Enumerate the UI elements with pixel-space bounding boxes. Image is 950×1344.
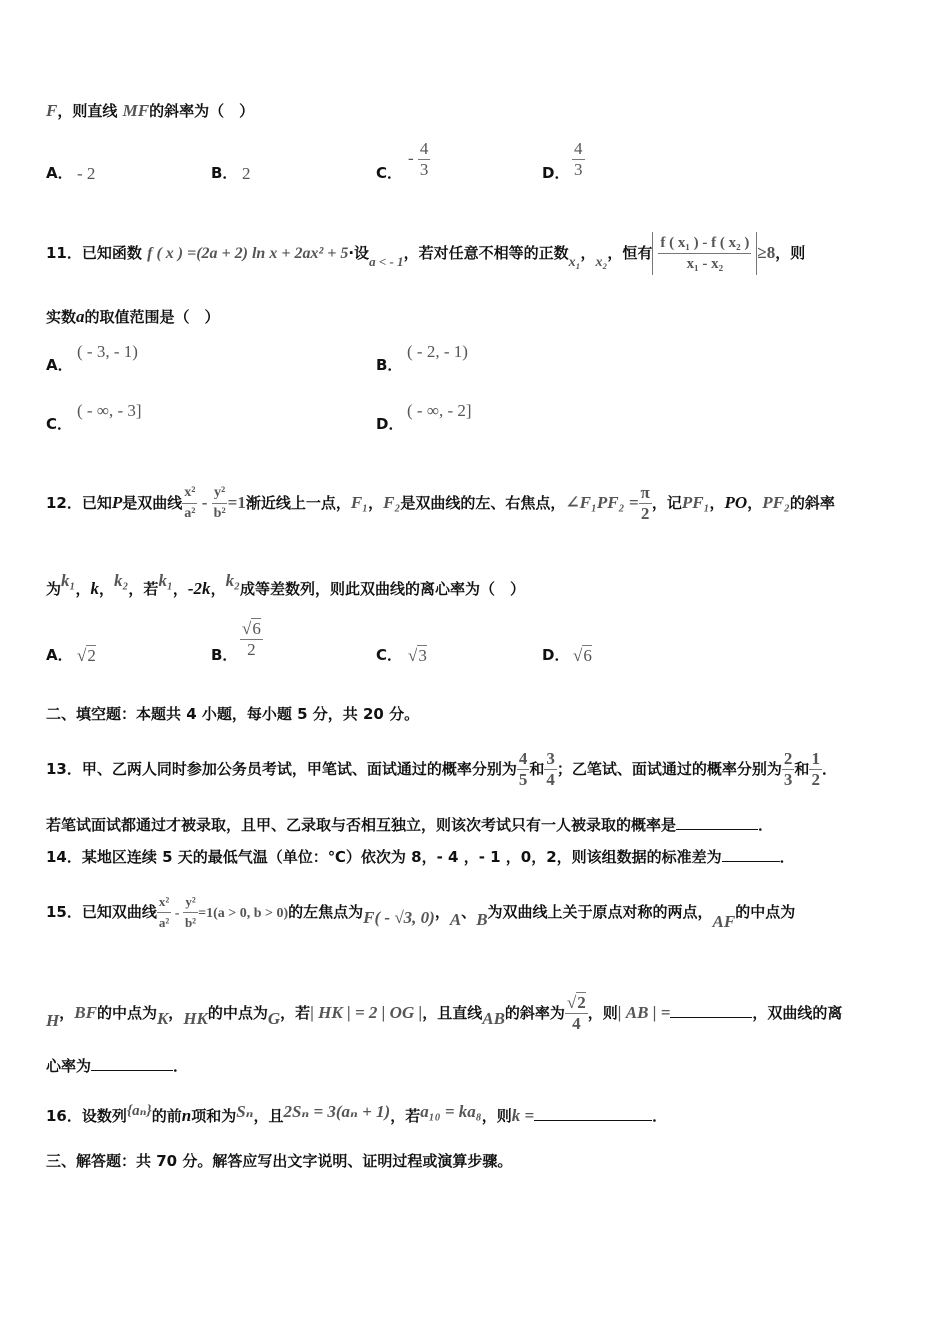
answer-blank[interactable] (670, 1017, 752, 1018)
q11-option-b-value: ( - 2, - 1) (407, 342, 468, 361)
section-3-heading: 三、解答题：共 70 分。解答应写出文字说明、证明过程或演算步骤。 (46, 1152, 513, 1170)
q15-stem-line3: 心率为 ． (46, 1057, 189, 1075)
q12-option-c-value: √3 (408, 646, 427, 665)
q12-option-a-value: √2 (77, 646, 96, 665)
q12-option-a-label: A． (46, 646, 73, 664)
math-var: F (46, 101, 58, 120)
q10-option-a-label: A． (46, 164, 73, 182)
fraction: $\frac{4}{5}$ (518, 749, 528, 789)
section-2-heading: 二、填空题：本题共 4 小题，每小题 5 分，共 20 分。 (46, 705, 420, 723)
q10-option-c-label: C． (376, 164, 403, 182)
q12-stem-line2: 为k₁，k，k₂，若k₁，-2k，k₂成等差数列，则此双曲线的离心率为（ ） (46, 571, 526, 598)
fraction: $\frac{3}{4}$ (546, 749, 555, 789)
q10-option-d-label: D． (542, 164, 570, 182)
q12-option-d-label: D． (542, 646, 570, 664)
q11-option-d-value: ( - ∞, - 2] (407, 401, 472, 420)
answer-blank[interactable] (91, 1070, 173, 1071)
answer-blank[interactable] (534, 1120, 652, 1121)
q11-option-d-label: D． (376, 415, 404, 433)
q15-stem-line2: H，BF的中点为K，HK的中点为G，若| HK | = 2 | OG |，且直线AB的斜率为 $\frac{√2}{4}$ ，则| AB | = ，双曲线的离 (46, 993, 843, 1033)
math-var: MF (122, 101, 150, 120)
fraction: $\frac{\text{x²}}{\text{a²}}$ (184, 485, 196, 521)
fraction: $\frac{\pi}{2}$ (640, 483, 650, 523)
answer-blank[interactable] (676, 829, 758, 830)
fraction: $\frac{1}{2}$ (811, 749, 820, 789)
q15-stem: 15．已知双曲线 $\frac{\text{x²}}{\text{a²}}$ - $\frac{\text{y²}}{\text{b²}}$ =1(a > 0, b > 0)的左焦点为F( - √3, 0)，A、B为双曲线上关于原点对称的两点，AF的中点为 (46, 894, 796, 931)
fraction: $\frac{\text{x²}}{\text{a²}}$ (158, 894, 170, 930)
q11-stem-line2: 实数a的取值范围是（ ） (46, 307, 220, 326)
fraction: $\frac{\text{y²}}{\text{b²}}$ (184, 894, 197, 930)
fraction: $\frac{2}{3}$ (783, 749, 793, 789)
fraction: $\frac{4}{3}$ (574, 139, 583, 179)
q12-stem: 12．已知P是双曲线 $\frac{\text{x²}}{\text{a²}}$ - $\frac{\text{y²}}{\text{b²}}$ =1渐近线上一点，F₁，F₂是双曲线的左、右焦点，∠F₁PF₂ = $\frac{\pi}{2}$ ，记PF₁，PO，PF₂的斜率 (46, 483, 835, 523)
q10-option-d-value (572, 140, 585, 179)
q11-stem: 11．已知函数 f ( x ) =(2a + 2) ln x + 2ax² + 5·设a < - 1，若对任意不相等的正数x₁，x₂，恒有 $\frac{\text{f ( x₁ ) - f ( x₂ )}}{\text{x₁ - x₂}}$ ≥8，则 (46, 232, 805, 275)
q10-option-c-value: - $\frac{4}{3}$ (408, 139, 429, 179)
q11-option-c-label: C． (46, 415, 73, 433)
absolute-value: $\frac{\text{f ( x₁ ) - f ( x₂ )}}{\text{x₁ - x₂}}$ (652, 232, 757, 275)
q10-option-b-value: 2 (242, 164, 251, 183)
q12-option-d-value: √6 (573, 646, 592, 665)
q11-option-b-label: B． (376, 356, 403, 374)
q11-option-a-value: ( - 3, - 1) (77, 342, 138, 361)
fraction: $\frac{\text{y²}}{\text{b²}}$ (213, 485, 226, 521)
q11-option-c-value: ( - ∞, - 3] (77, 401, 142, 420)
fraction: $\frac{√2}{4}$ (566, 993, 586, 1033)
q11-option-a-label: A． (46, 356, 73, 374)
q12-option-b-label: B． (211, 646, 238, 664)
answer-blank[interactable] (722, 861, 780, 862)
function-expression: f ( x ) =(2a + 2) ln x + 2ax² + 5 (147, 245, 349, 262)
q10-option-a-value: - 2 (77, 164, 96, 183)
q10-stem: F，则直线 MF的斜率为（ ） (46, 101, 255, 120)
q12-option-c-label: C． (376, 646, 403, 664)
q13-stem: 13．甲、乙两人同时参加公务员考试，甲笔试、面试通过的概率分别为 $\frac{4}{5}$ 和 $\frac{3}{4}$ ；乙笔试、面试通过的概率分别为 $\frac{2}{3}$ 和 $\frac{1}{2}$ ． (46, 749, 837, 789)
q12-option-b-value (240, 620, 263, 659)
q14-stem: 14．某地区连续 5 天的最低气温（单位：℃）依次为 8，- 4 ，- 1 ，0，2，则该组数据的标准差为 ． (46, 848, 795, 866)
fraction: $\frac{√6}{2}$ (242, 619, 261, 659)
fraction: $\frac{4}{3}$ (419, 139, 429, 179)
q10-option-b-label: B． (211, 164, 238, 182)
q13-stem-line2: 若笔试面试都通过才被录取，且甲、乙录取与否相互独立，则该次考试只有一人被录取的概率是 ． (46, 816, 774, 834)
q16-stem: 16．设数列{aₙ}的前n项和为Sₙ，且2Sₙ = 3(aₙ + 1)，若a₁₀ = ka₈，则k = ． (46, 1102, 668, 1125)
